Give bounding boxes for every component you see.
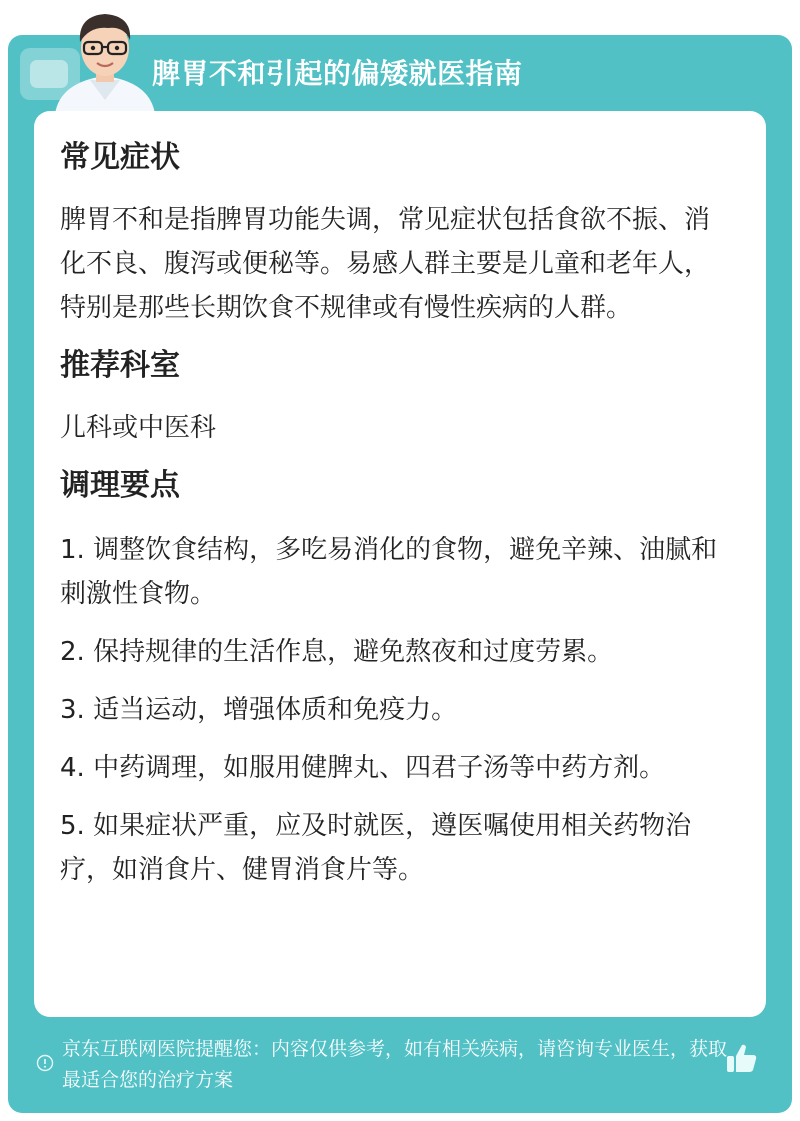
department-heading: 推荐科室 [60, 348, 180, 383]
thumbs-up-icon[interactable] [724, 1040, 760, 1076]
page-title: 脾胃不和引起的偏矮就医指南 [152, 57, 523, 90]
guide-content [60, 136, 730, 892]
department-text: 儿科或中医科 [60, 413, 217, 443]
list-item: 2. 保持规律的生活作息，避免熬夜和过度劳累。 [60, 637, 614, 667]
info-icon [36, 1054, 54, 1072]
list-item: 5. 如果症状严重，应及时就医，遵医嘱使用相关药物治疗，如消食片、健胃消食片等。 [60, 811, 692, 885]
doctor-avatar-icon [50, 4, 160, 114]
symptoms-text: 脾胃不和是指脾胃功能失调，常见症状包括食欲不振、消化不良、腹泻或便秘等。易感人群主要是儿童和老年人，特别是那些长期饮食不规律或有慢性疾病的人群。 [60, 205, 711, 323]
care-heading: 调理要点 [60, 468, 180, 503]
footer-disclaimer: 京东互联网医院提醒您：内容仅供参考，如有相关疾病，请咨询专业医生，获取最适合您的治疗方案 [62, 1038, 728, 1091]
list-item: 3. 适当运动，增强体质和免疫力。 [60, 695, 458, 725]
symptoms-heading: 常见症状 [60, 140, 180, 175]
list-item: 1. 调整饮食结构，多吃易消化的食物，避免辛辣、油腻和刺激性食物。 [60, 535, 718, 609]
list-item: 4. 中药调理，如服用健脾丸、四君子汤等中药方剂。 [60, 753, 666, 783]
